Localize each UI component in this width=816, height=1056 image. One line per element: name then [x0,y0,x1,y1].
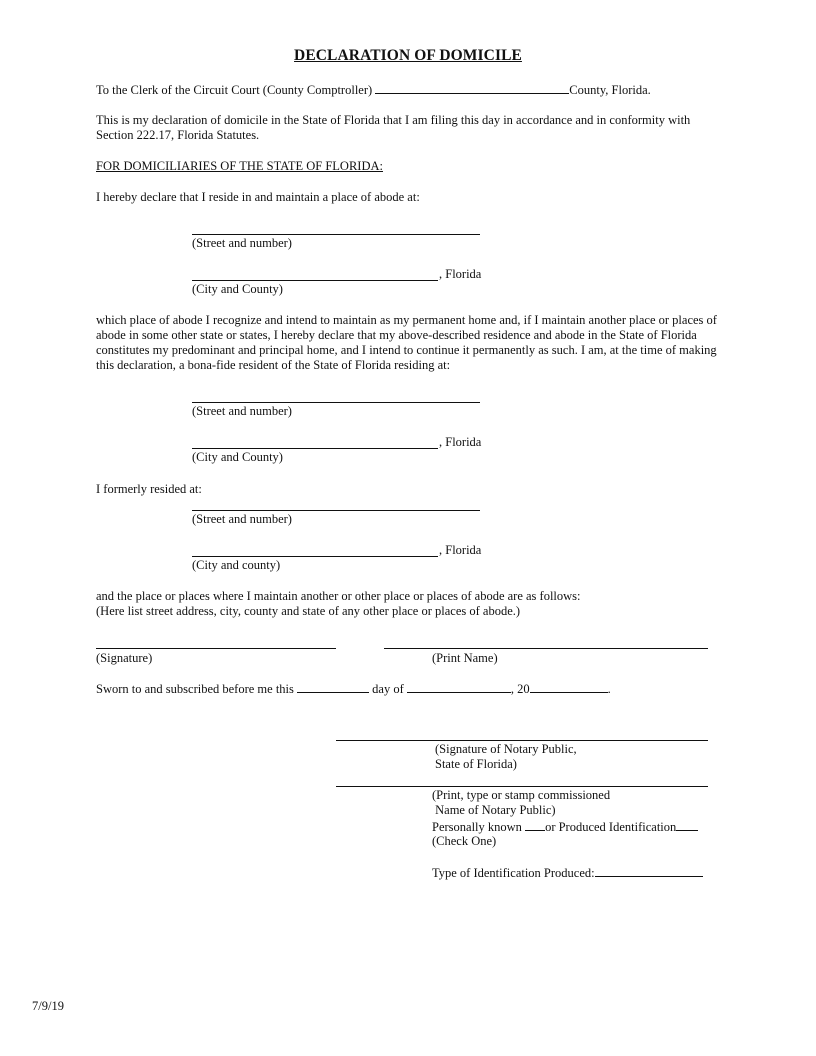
clerk-line-suffix: County, Florida. [569,83,651,97]
street-field-3[interactable] [192,510,480,511]
produced-id-check[interactable] [676,819,698,831]
reside-statement: I hereby declare that I reside in and maintain a place of abode at: [96,190,420,204]
personally-known-label: Personally known [432,820,526,834]
formerly-resided-label: I formerly resided at: [96,482,202,496]
sworn-year-prefix: , 20 [510,682,530,696]
notary-sig-label-2: State of Florida) [435,757,517,771]
city-county-label-3: (City and county) [192,558,281,572]
notary-print-label-2: Name of Notary Public) [432,803,556,817]
other-places-line-1: and the place or places where I maintain another or other place or places of abode are as follows: [96,589,581,603]
footer-date: 7/9/19 [32,999,64,1013]
month-field[interactable] [407,681,511,693]
intro-paragraph: This is my declaration of domicile in the State of Florida that I am filing this day in accordance and in conformity with Section 222.17, Florida Statutes. [96,113,691,142]
city-county-field-3[interactable] [192,556,438,557]
day-field[interactable] [297,681,369,693]
document-title: DECLARATION OF DOMICILE [294,47,522,64]
street-label-1: (Street and number) [192,236,292,250]
street-field-2[interactable] [192,402,480,403]
signature-label: (Signature) [96,651,153,665]
main-paragraph: which place of abode I recognize and intend to maintain as my permanent home and, if I maintain another place or places of abode in some other state or states, I hereby declare that my above-described residence and abode in the State of Florida constitutes my predominant and principal home, and I intend to continue it permanently as such. I am, at the time of making this declaration, a bona-fide resident of the State of Florida residing at: [96,313,717,372]
signature-field[interactable] [96,648,336,649]
id-type-field[interactable] [595,865,703,877]
clerk-line-prefix: To the Clerk of the Circuit Court (County Comptroller) [96,83,376,97]
notary-sig-label-1: (Signature of Notary Public, [435,742,577,756]
id-type-label: Type of Identification Produced: [432,866,595,880]
sworn-prefix: Sworn to and subscribed before me this [96,682,298,696]
sworn-line [96,681,611,697]
print-name-field[interactable] [384,648,708,649]
florida-label-3: , Florida [439,543,482,557]
sworn-day-of: day of [369,682,407,696]
florida-label-2: , Florida [439,435,482,449]
city-county-label-2: (City and County) [192,450,283,464]
id-type-line [432,865,703,881]
section-heading: FOR DOMICILIARIES OF THE STATE OF FLORIDA: [96,159,383,173]
notary-name-field[interactable] [336,786,708,787]
year-field[interactable] [530,681,608,693]
personally-known-check[interactable] [525,819,545,831]
print-name-label: (Print Name) [432,651,498,665]
city-county-label-1: (City and County) [192,282,283,296]
other-places-line-2: (Here list street address, city, county and state of any other place or places of abode.) [96,604,521,618]
produced-id-label: or Produced Identification [545,820,677,834]
notary-signature-field[interactable] [336,740,708,741]
florida-label-1: , Florida [439,267,482,281]
county-name-field[interactable] [375,82,569,94]
clerk-line [96,82,651,98]
sworn-end: . [607,682,611,696]
notary-print-label-1: (Print, type or stamp commissioned [432,788,611,802]
city-county-field-1[interactable] [192,280,438,281]
check-one-label: (Check One) [432,834,497,848]
street-field-1[interactable] [192,234,480,235]
street-label-3: (Street and number) [192,512,292,526]
street-label-2: (Street and number) [192,404,292,418]
identification-line [432,819,698,835]
city-county-field-2[interactable] [192,448,438,449]
